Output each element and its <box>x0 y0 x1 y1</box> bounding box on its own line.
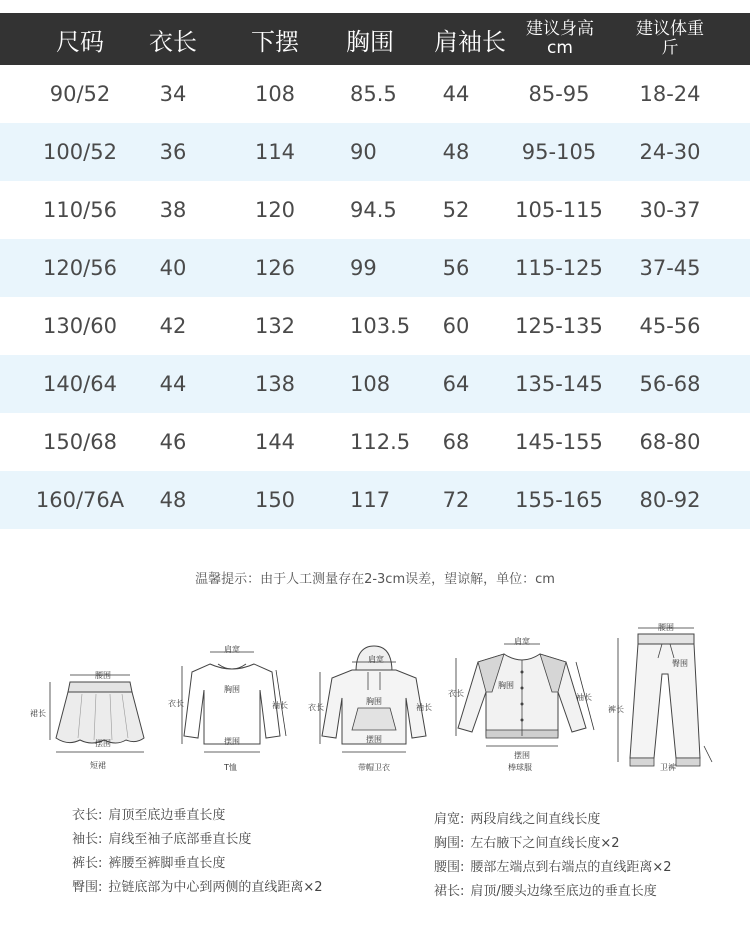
header-size: 尺码 <box>56 27 104 56</box>
table-cell: 108 <box>350 372 391 396</box>
table-cell: 64 <box>442 372 470 396</box>
table-cell: 94.5 <box>350 198 397 222</box>
tshirt-caption: T恤 <box>224 763 237 772</box>
table-cell: 40 <box>159 256 187 280</box>
def-right-3: 裙长: 肩顶/腰头边缘至底边的垂直长度 <box>434 884 657 899</box>
table-cell: 155-165 <box>515 488 603 512</box>
table-cell: 46 <box>159 430 187 454</box>
table-cell: 90/52 <box>49 82 111 106</box>
table-cell: 30-37 <box>639 198 701 222</box>
def-right-2: 腰围: 腰部左端点到右端点的直线距离×2 <box>434 860 672 875</box>
table-cell: 160/76A <box>35 488 125 512</box>
table-cell: 72 <box>442 488 470 512</box>
table-cell: 80-92 <box>639 488 701 512</box>
table-cell: 135-145 <box>515 372 603 396</box>
table-cell: 112.5 <box>350 430 411 454</box>
table-cell: 115-125 <box>515 256 603 280</box>
jogger-pants-caption: 卫裤 <box>660 763 676 772</box>
table-row <box>0 413 750 471</box>
table-row <box>0 181 750 239</box>
table-cell: 105-115 <box>515 198 603 222</box>
header-length: 衣长 <box>149 27 197 56</box>
table-cell: 85-95 <box>528 82 590 106</box>
table-cell: 24-30 <box>639 140 701 164</box>
table-body <box>0 65 750 529</box>
table-cell: 144 <box>254 430 296 454</box>
def-left-2: 裤长: 裤腰至裤脚垂直长度 <box>72 856 226 871</box>
table-cell: 44 <box>159 372 187 396</box>
table-row <box>0 123 750 181</box>
table-cell: 48 <box>159 488 187 512</box>
table-row <box>0 355 750 413</box>
garment-diagrams <box>0 620 750 780</box>
def-left-1: 袖长: 肩线至袖子底部垂直长度 <box>72 832 252 847</box>
table-cell: 48 <box>442 140 470 164</box>
table-cell: 130/60 <box>43 314 117 338</box>
table-cell: 60 <box>442 314 470 338</box>
tshirt-diagram: 肩宽 衣长 胸围 袖长 摆围 T恤 <box>168 645 288 772</box>
header-chest: 胸围 <box>346 27 394 56</box>
table-cell: 120/56 <box>43 256 117 280</box>
table-header <box>0 13 750 65</box>
table-cell: 44 <box>442 82 470 106</box>
table-cell: 42 <box>159 314 187 338</box>
header-shoulder-sleeve: 肩袖长 <box>434 27 506 56</box>
header-hem: 下摆 <box>251 27 299 56</box>
table-cell: 108 <box>254 82 296 106</box>
table-cell: 125-135 <box>515 314 603 338</box>
table-cell: 52 <box>442 198 470 222</box>
table-cell: 150/68 <box>43 430 117 454</box>
table-cell: 37-45 <box>639 256 701 280</box>
table-row <box>0 297 750 355</box>
baseball-jacket-diagram: 肩宽 衣长 胸围 袖长 摆围 棒球服 <box>448 637 592 772</box>
table-cell: 95-105 <box>521 140 597 164</box>
table-cell: 117 <box>350 488 391 512</box>
measurement-tip: 温馨提示：由于人工测量存在2-3cm误差，望谅解，单位：cm <box>195 572 555 587</box>
table-cell: 90 <box>350 140 377 164</box>
table-cell: 68-80 <box>639 430 701 454</box>
table-cell: 126 <box>254 256 296 280</box>
table-cell: 18-24 <box>639 82 701 106</box>
table-cell: 138 <box>254 372 296 396</box>
table-cell: 45-56 <box>639 314 701 338</box>
table-row <box>0 471 750 529</box>
table-cell: 145-155 <box>515 430 603 454</box>
skirt-caption: 短裙 <box>90 761 106 770</box>
table-cell: 100/52 <box>43 140 117 164</box>
def-right-1: 胸围: 左右腋下之间直线长度×2 <box>434 836 620 851</box>
table-cell: 150 <box>254 488 296 512</box>
table-row <box>0 65 750 123</box>
table-cell: 99 <box>350 256 377 280</box>
def-left-3: 臀围: 拉链底部为中心到两侧的直线距离×2 <box>72 880 323 895</box>
def-right-0: 肩宽: 两段肩线之间直线长度 <box>434 812 601 827</box>
table-cell: 68 <box>442 430 470 454</box>
table-cell: 56 <box>442 256 470 280</box>
table-cell: 140/64 <box>43 372 117 396</box>
hoodie-diagram: 肩宽 衣长 胸围 袖长 摆围 带帽卫衣 <box>312 638 437 762</box>
table-cell: 38 <box>159 198 187 222</box>
table-cell: 110/56 <box>43 198 117 222</box>
table-cell: 103.5 <box>350 314 411 338</box>
baseball-jacket-caption: 棒球服 <box>508 763 532 772</box>
table-cell: 85.5 <box>350 82 397 106</box>
table-row <box>0 239 750 297</box>
table-cell: 114 <box>254 140 296 164</box>
table-cell: 132 <box>254 314 296 338</box>
size-table <box>0 13 750 529</box>
def-left-0: 衣长: 肩顶至底边垂直长度 <box>72 808 226 823</box>
header-weight: 建议体重 斤 <box>636 19 704 58</box>
skirt-diagram: 腰围 裙长 摆围 短裙 <box>40 660 160 770</box>
hoodie-caption: 带帽卫衣 <box>358 763 390 772</box>
header-height: 建议身高 cm <box>526 19 594 58</box>
table-cell: 34 <box>159 82 187 106</box>
table-cell: 56-68 <box>639 372 701 396</box>
table-cell: 36 <box>159 140 187 164</box>
table-cell: 120 <box>254 198 296 222</box>
jogger-pants-diagram: 腰围 臀围 裤长 卫裤 <box>608 624 718 774</box>
